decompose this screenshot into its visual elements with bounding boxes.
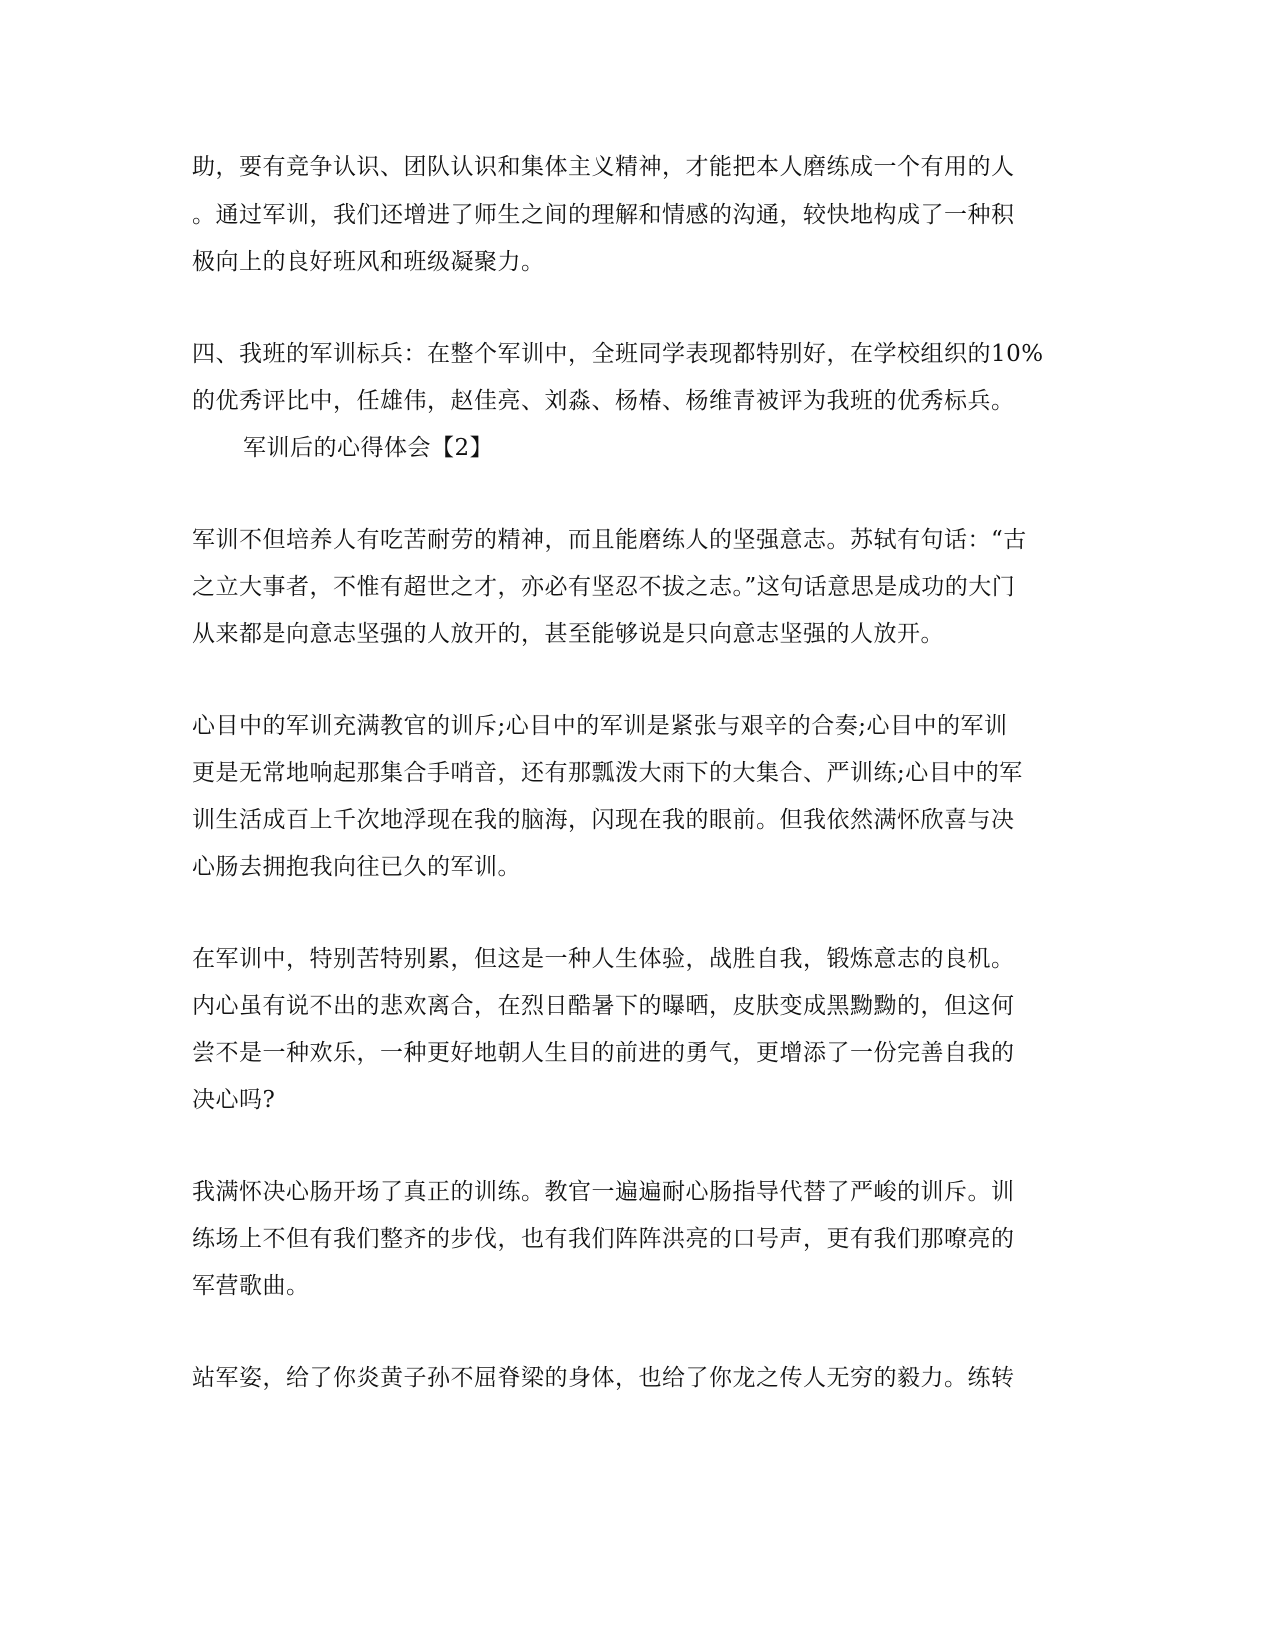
text-line: 助，要有竞争认识、团队认识和集体主义精神，才能把本人磨练成一个有用的人 xyxy=(192,154,1015,180)
text-line: 。通过军训，我们还增进了师生之间的理解和情感的沟通，较快地构成了一种积 xyxy=(192,202,1015,228)
text-line: 训生活成百上千次地浮现在我的脑海，闪现在我的眼前。但我依然满怀欣喜与决 xyxy=(192,807,1015,833)
text-line: 心目中的军训充满教官的训斥;心目中的军训是紧张与艰辛的合奏;心目中的军训 xyxy=(192,713,1008,739)
text-line: 更是无常地响起那集合手哨音，还有那瓢泼大雨下的大集合、严训练;心目中的军 xyxy=(192,760,1023,786)
text-line: 之立大事者，不惟有超世之才，亦必有坚忍不拔之志。”这句话意思是成功的大门 xyxy=(192,574,1016,600)
text-line: 从来都是向意志坚强的人放开的，甚至能够说是只向意志坚强的人放开。 xyxy=(192,621,944,647)
text-line: 极向上的良好班风和班级凝聚力。 xyxy=(192,249,545,275)
text-line: 练场上不但有我们整齐的步伐，也有我们阵阵洪亮的口号声，更有我们那嘹亮的 xyxy=(192,1226,1015,1252)
text-line: 决心吗? xyxy=(192,1087,276,1113)
text-line: 的优秀评比中，任雄伟，赵佳亮、刘淼、杨椿、杨维青被评为我班的优秀标兵。 xyxy=(192,388,1015,414)
text-line: 军训不但培养人有吃苦耐劳的精神，而且能磨练人的坚强意志。苏轼有句话：“古 xyxy=(192,527,1027,553)
text-line: 心肠去拥抱我向往已久的军训。 xyxy=(192,854,521,880)
text-line: 站军姿，给了你炎黄子孙不屈脊梁的身体，也给了你龙之传人无穷的毅力。练转 xyxy=(192,1365,1015,1391)
text-line: 尝不是一种欢乐，一种更好地朝人生目的前进的勇气，更增添了一份完善自我的 xyxy=(192,1040,1015,1066)
text-line: 在军训中，特别苦特别累，但这是一种人生体验，战胜自我，锻炼意志的良机。 xyxy=(192,946,1015,972)
text-line: 军营歌曲。 xyxy=(192,1273,310,1299)
text-line: 我满怀决心肠开场了真正的训练。教官一遍遍耐心肠指导代替了严峻的训斥。训 xyxy=(192,1179,1015,1205)
section-heading: 军训后的心得体会【2】 xyxy=(243,435,494,461)
text-line: 四、我班的军训标兵：在整个军训中，全班同学表现都特别好，在学校组织的10% xyxy=(192,341,1044,367)
text-line: 内心虽有说不出的悲欢离合，在烈日酷暑下的曝晒，皮肤变成黑黝黝的，但这何 xyxy=(192,993,1015,1019)
